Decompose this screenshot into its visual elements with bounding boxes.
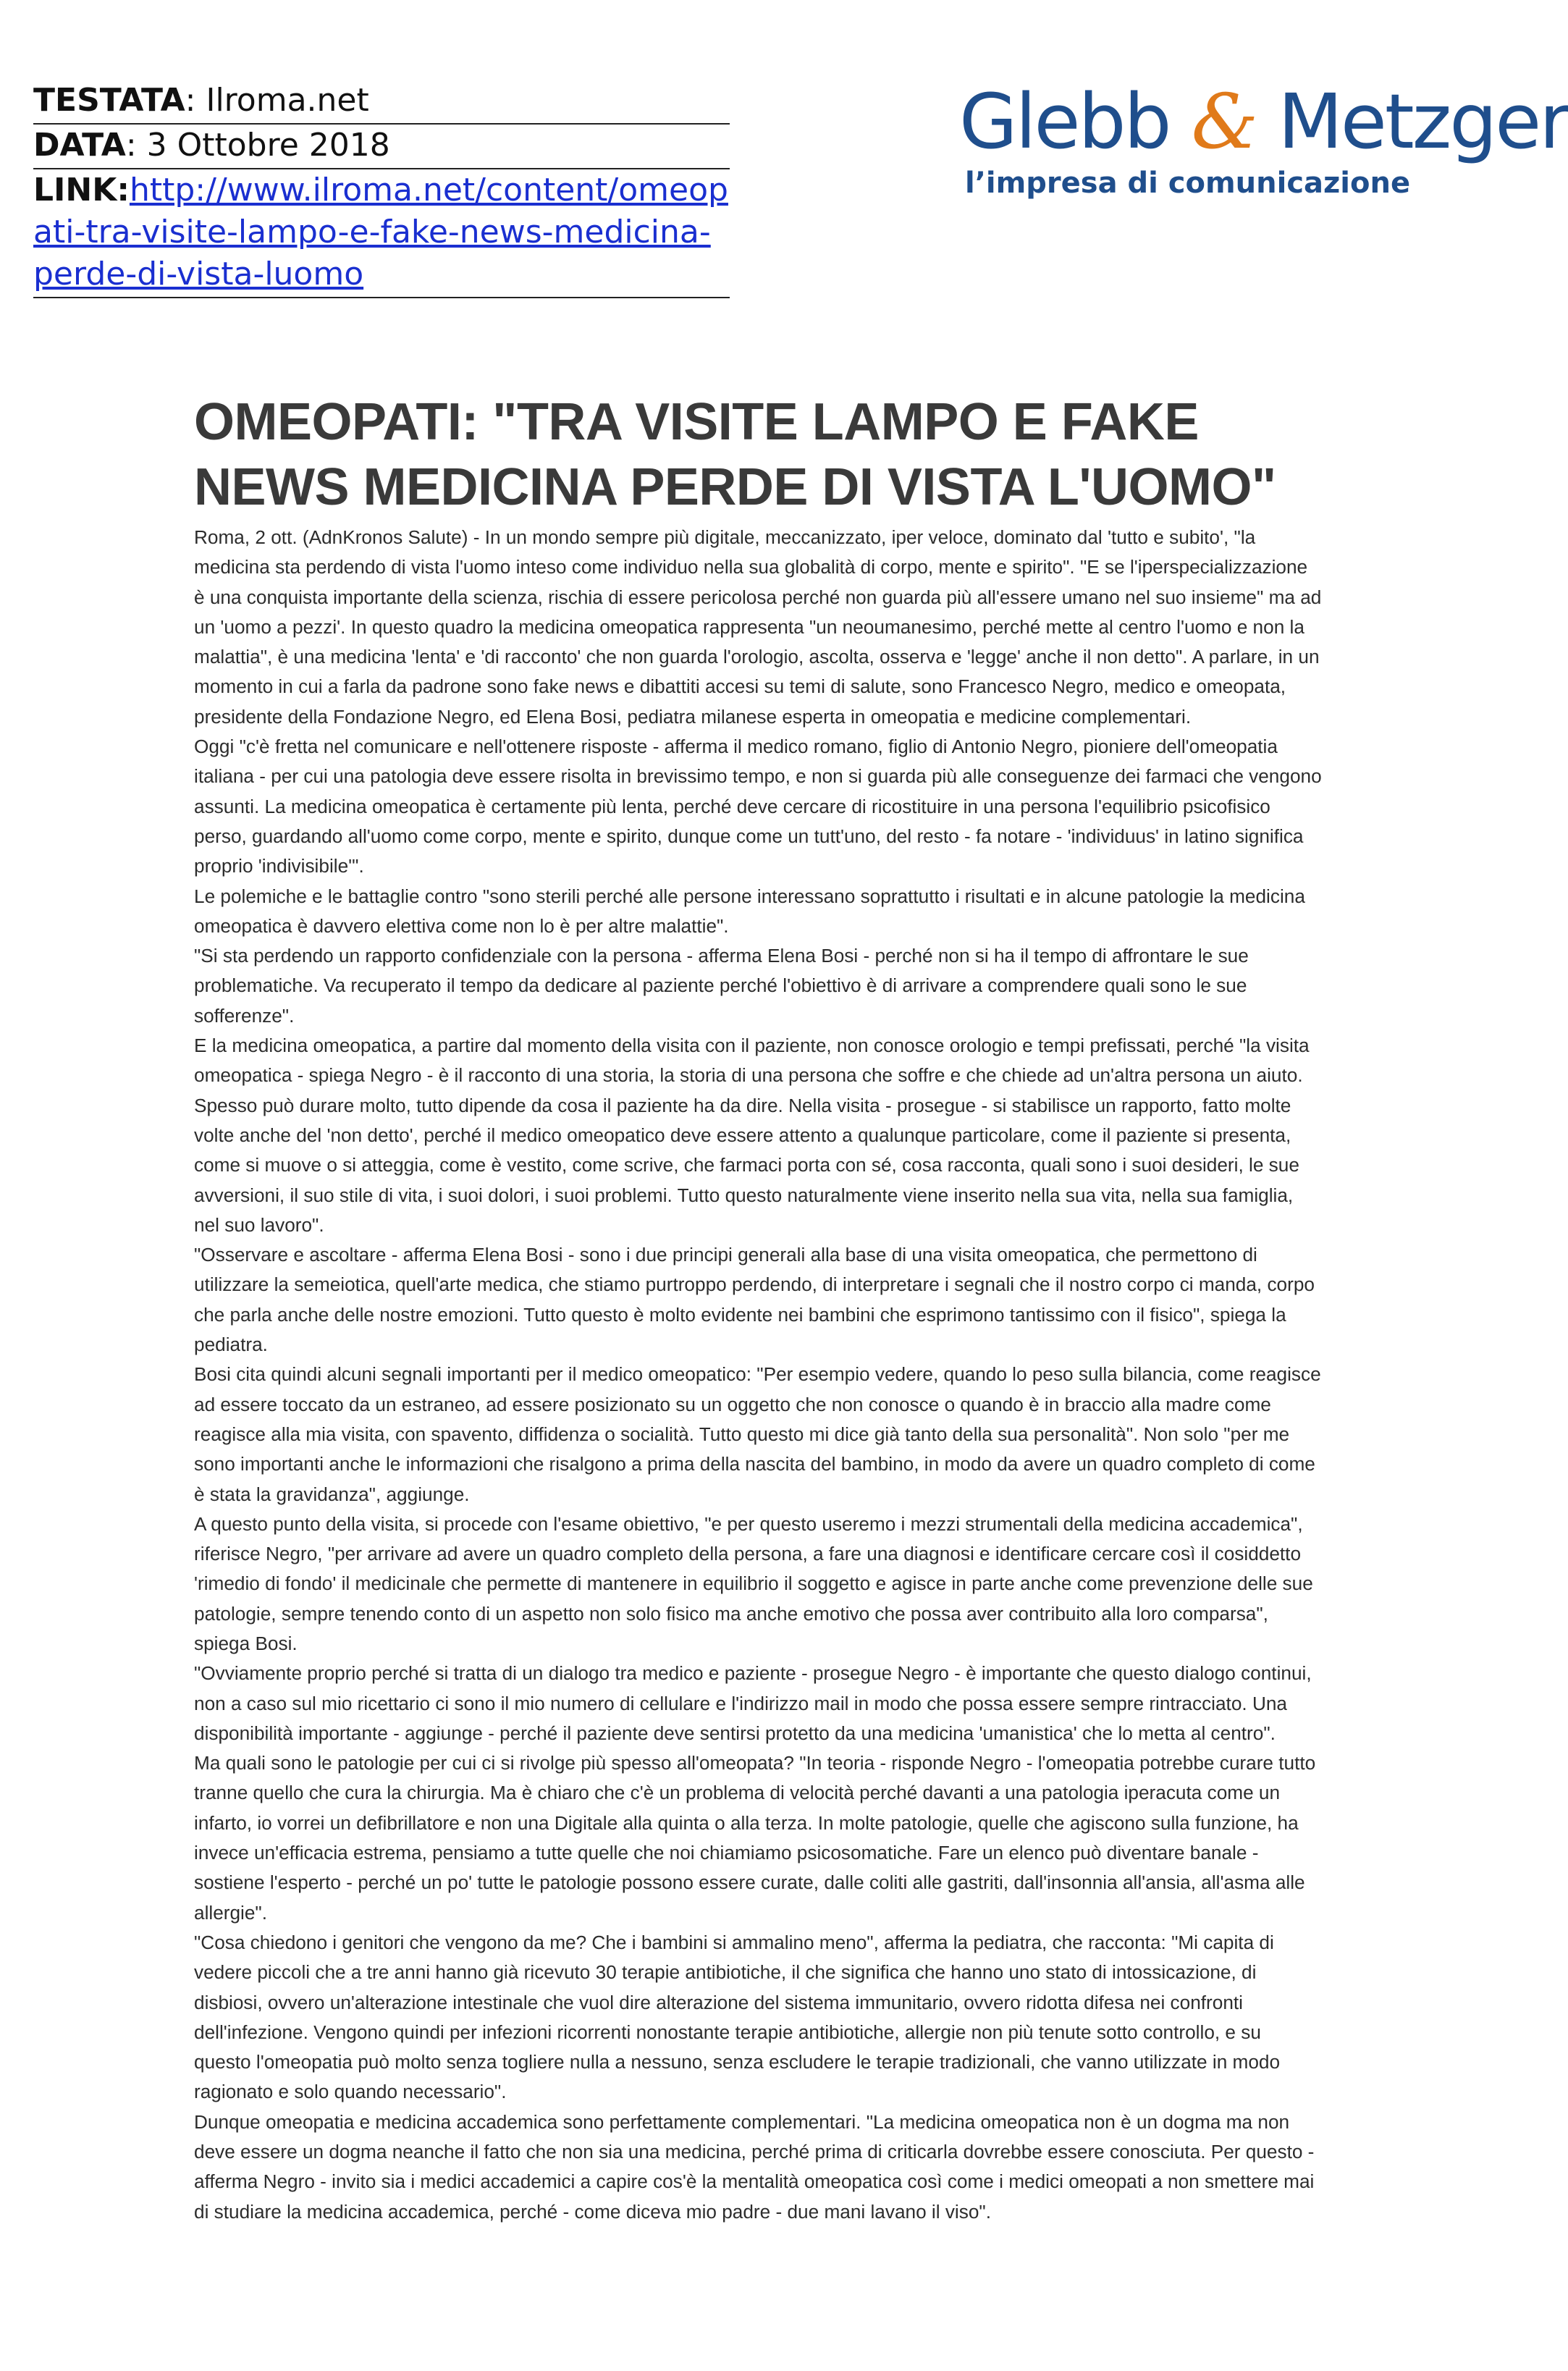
article-paragraph: "Cosa chiedono i genitori che vengono da me? Che i bambini si ammalino meno", afferma la pediatra, che racconta: "Mi capita di vedere piccoli che a tre anni hanno già ricevuto 30 terapie antibiotiche, il che significa che hanno uno stato di intossicazione, di disbiosi, ovvero un'alterazione intestinale che vuol dire alterazione del sistema immunitario, ovvero ridotta difesa nei confronti dell'infezione. Vengono quindi per infezioni ricorrenti nonostante terapie antibiotiche, allergie non più tenute sotto controllo, e su questo l'omeopatia può molto senza togliere nulla a nessuno, senza escludere le terapie tradizionali, che vanno utilizzate in modo ragionato e solo quando necessario". xyxy=(194,1931,1281,2103)
article-title: OMEOPATI: "TRA VISITE LAMPO E FAKE NEWS MEDICINA PERDE DI VISTA L'UOMO" xyxy=(194,393,1276,516)
article-paragraph: Le polemiche e le battaglie contro "sono sterili perché alle persone interessano soprattutto i risultati e in alcune patologie la medicina omeopatica è davvero elettiva come non lo è per altre malattie". xyxy=(194,885,1305,937)
logo-ampersand: & xyxy=(1191,77,1257,166)
data-row xyxy=(33,125,730,169)
logo-name-part2: Metzger xyxy=(1256,77,1568,166)
data-label: DATA xyxy=(33,127,126,164)
article-paragraph: Roma, 2 ott. (AdnKronos Salute) - In un mondo sempre più digitale, meccanizzato, iper veloce, dominato dal 'tutto e subito', "la medicina sta perdendo di vista l'uomo inteso come individuo nella sua globalità di corpo, mente e spirito". "E se l'iperspecializzazione è una conquista importante della scienza, rischia di essere pericolosa perché non guarda più all'essere umano nel suo insieme" ma ad un 'uomo a pezzi'. In questo quadro la medicina omeopatica rappresenta "un neoumanesimo, perché mette al centro l'uomo e non la malattia", è una medicina 'lenta' e 'di racconto' che non guarda l'orologio, ascolta, osserva e 'legge' anche il non detto". A parlare, in un momento in cui a farla da padrone sono fake news e dibattiti accesi su temi di salute, sono Francesco Negro, medico e omeopata, presidente della Fondazione Negro, ed Elena Bosi, pediatra milanese esperta in omeopatia e medicine complementari. xyxy=(194,526,1322,728)
article-paragraph: Ma quali sono le patologie per cui ci si rivolge più spesso all'omeopata? "In teoria - risponde Negro - l'omeopatia potrebbe curare tutto tranne quello che cura la chirurgia. Ma è chiaro che c'è un problema di velocità perché davanti a una patologia iperacuta come un infarto, io vorrei un defibrillatore e non una Digitale alla quinta o alla terza. In molte patologie, quelle che agiscono sulla funzione, ha invece un'efficacia estrema, pensiamo a tutte quelle che noi chiamiamo psicosomatiche. Fare un elenco può diventare banale - sostiene l'esperto - perché un po' tutte le patologie possono essere curate, dalle coliti alle gastriti, dall'insonnia all'ansia, all'asma alle allergie". xyxy=(194,1752,1316,1924)
company-logo xyxy=(959,77,1568,201)
article-paragraph: "Si sta perdendo un rapporto confidenziale con la persona - afferma Elena Bosi - perché non si ha il tempo di affrontare le sue problematiche. Va recuperato il tempo da dedicare al paziente perché l'obiettivo è di arrivare a comprendere quali sono le sue sofferenze". xyxy=(194,945,1249,1027)
press-metadata xyxy=(33,80,730,298)
logo-wordmark xyxy=(959,77,1568,166)
article-paragraph: E la medicina omeopatica, a partire dal momento della visita con il paziente, non conosce orologio e tempi prefissati, perché "la visita omeopatica - spiega Negro - è il racconto di una storia, la storia di una persona che soffre e che chiede ad un'altra persona un aiuto. Spesso può durare molto, tutto dipende da cosa il paziente ha da dire. Nella visita - prosegue - si stabilisce un rapporto, fatto molte volte anche del 'non detto', perché il medico omeopatico deve essere attento a qualunque particolare, come il paziente si presenta, come si muove o si atteggia, come è vestito, come scrive, che farmaci porta con sé, cosa racconta, quali sono i suoi desideri, le sue avversioni, il suo stile di vita, i suoi dolori, i suoi problemi. Tutto questo naturalmente viene inserito nella sua vita, nella sua famiglia, nel suo lavoro". xyxy=(194,1035,1310,1236)
logo-tagline: l’impresa di comunicazione xyxy=(965,167,1411,200)
article-paragraph: Oggi "c'è fretta nel comunicare e nell'ottenere risposte - afferma il medico romano, figlio di Antonio Negro, pioniere dell'omeopatia italiana - per cui una patologia deve essere risolta in brevissimo tempo, e non si guarda più alle conseguenze dei farmaci che vengono assunti. La medicina omeopatica è certamente più lenta, perché deve cercare di ricostituire in una persona l'equilibrio psicofisico perso, guardando all'uomo come corpo, mente e spirito, dunque come un tutt'uno, del resto - fa notare - 'individuus' in latino significa proprio 'indivisibile'". xyxy=(194,736,1322,877)
article-paragraph: "Ovviamente proprio perché si tratta di un dialogo tra medico e paziente - prosegue Negro - è importante che questo dialogo continui, non a caso sul mio ricettario ci sono il mio numero di cellulare e l'indirizzo mail in modo che possa essere sempre rintracciato. Una disponibilità importante - aggiunge - perché il paziente deve sentirsi protetto da una medicina 'umanistica' che lo metta al centro". xyxy=(194,1662,1312,1744)
article-paragraph: "Osservare e ascoltare - afferma Elena Bosi - sono i due principi generali alla base di una visita omeopatica, che permettono di utilizzare la semeiotica, quell'arte medica, che stiamo purtroppo perdendo, di interpretare i segnali che il nostro corpo ci manda, corpo che parla anche delle nostre emozioni. Tutto questo è molto evidente nei bambini che esprimono tantissimo con il fisico", spiega la pediatra. xyxy=(194,1244,1315,1356)
article-paragraph: Dunque omeopatia e medicina accademica sono perfettamente complementari. "La medicina omeopatica non è un dogma ma non deve essere un dogma neanche il fatto che non sia una medicina, perché prima di criticarla dovrebbe essere conosciuta. Per questo - afferma Negro - invito sia i medici accademici a capire cos'è la mentalità omeopatica così come i medici omeopati a non smettere mai di studiare la medicina accademica, perché - come diceva mio padre - due mani lavano il viso". xyxy=(194,2110,1315,2223)
article-body xyxy=(194,523,1322,2325)
article-link[interactable]: http://www.ilroma.net/content/omeopati-tra-visite-lampo-e-fake-news-medicina-perde-di-vista-luomo xyxy=(33,172,728,292)
article-paragraph: Bosi cita quindi alcuni segnali importanti per il medico omeopatico: "Per esempio vedere, quando lo peso sulla bilancia, come reagisce ad essere toccato da un estraneo, ad essere posizionato su un oggetto che non conosce o quando è in braccio alla madre come reagisce alla mia visita, con spavento, diffidenza o socialità. Tutto questo mi dice già tanto della sua personalità". Non solo "per me sono importanti anche le informazioni che risalgono a prima della nascita del bambino, in modo da avere un quadro completo di come è stata la gravidanza", aggiunge. xyxy=(194,1363,1321,1505)
testata-value: : Ilroma.net xyxy=(185,82,369,119)
data-value: : 3 Ottobre 2018 xyxy=(125,127,390,164)
logo-name-part1: Glebb xyxy=(959,77,1192,166)
testata-row xyxy=(33,80,730,125)
link-row xyxy=(33,169,730,298)
article-paragraph: A questo punto della visita, si procede con l'esame obiettivo, "e per questo useremo i mezzi strumentali della medicina accademica", riferisce Negro, "per arrivare ad avere un quadro completo della persona, a fare una diagnosi e identificare cercare così il cosiddetto 'rimedio di fondo' il medicinale che permette di mantenere in equilibrio il soggetto e agisce in parte anche come prevenzione delle sue patologie, sempre tenendo conto di un aspetto non solo fisico ma anche emotivo che possa aver contribuito alla loro comparsa", spiega Bosi. xyxy=(194,1512,1313,1654)
link-label: LINK: xyxy=(33,172,130,209)
testata-label: TESTATA xyxy=(33,82,185,119)
